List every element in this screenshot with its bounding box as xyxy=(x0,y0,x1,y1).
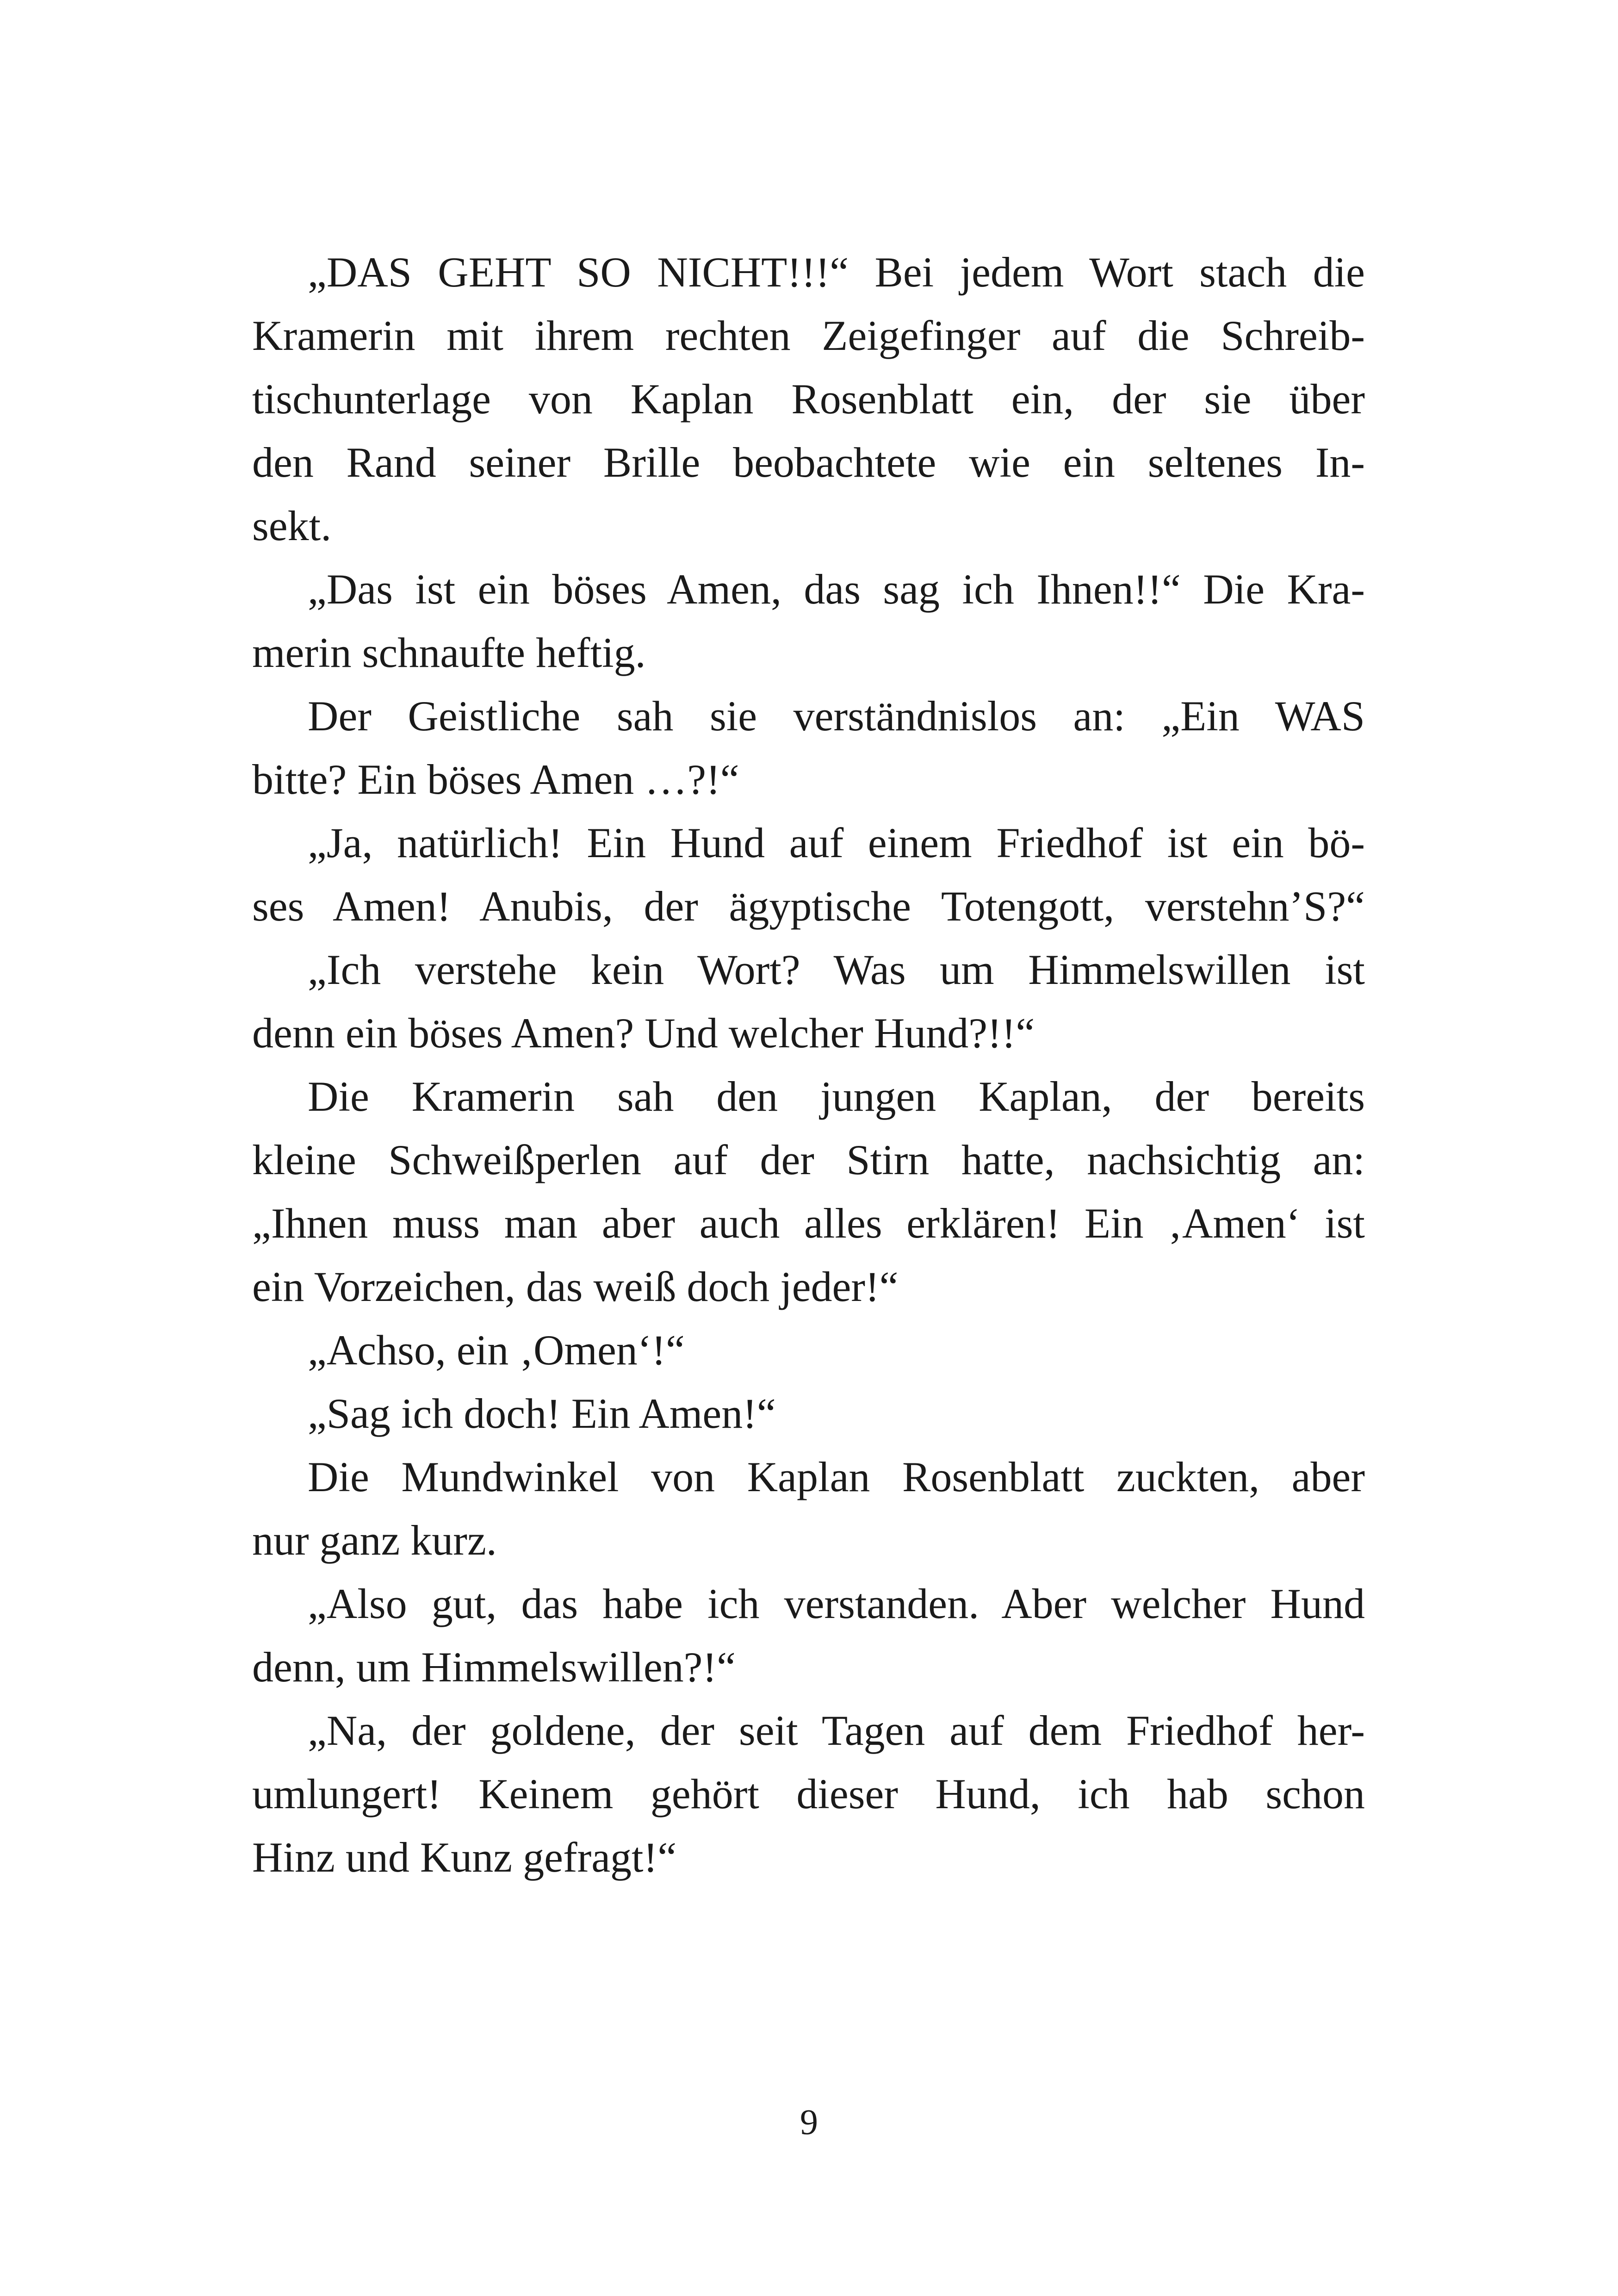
text-line: Kramerin mit ihrem rechten Zeigefinger auf die Schreib- xyxy=(252,312,1365,359)
text-line: „Also gut, das habe ich verstanden. Aber welcher Hund xyxy=(308,1580,1365,1627)
text-line: Der Geistliche sah sie verständnislos an: „Ein WAS xyxy=(308,692,1365,740)
text-line: Die Kramerin sah den jungen Kaplan, der bereits xyxy=(308,1073,1365,1120)
text-line: bitte? Ein böses Amen …?!“ xyxy=(252,756,739,803)
text-line: Die Mundwinkel von Kaplan Rosenblatt zuckten, aber xyxy=(308,1453,1365,1500)
text-line: „Ja, natürlich! Ein Hund auf einem Friedhof ist ein bö- xyxy=(308,819,1365,866)
body-text xyxy=(252,241,1365,1889)
text-line: „Na, der goldene, der seit Tagen auf dem Friedhof her- xyxy=(308,1707,1365,1754)
text-line: merin schnaufte heftig. xyxy=(252,629,646,676)
text-line: „Sag ich doch! Ein Amen!“ xyxy=(308,1390,776,1437)
text-line: Hinz und Kunz gefragt!“ xyxy=(252,1834,677,1881)
text-line: sekt. xyxy=(252,502,332,549)
text-line: „Ihnen muss man aber auch alles erklären! Ein ‚Amen‘ ist xyxy=(252,1200,1365,1247)
text-line: denn ein böses Amen? Und welcher Hund?!!“ xyxy=(252,1009,1035,1057)
text-line: ein Vorzeichen, das weiß doch jeder!“ xyxy=(252,1263,899,1310)
text-line: umlungert! Keinem gehört dieser Hund, ich hab schon xyxy=(252,1770,1365,1817)
text-line: den Rand seiner Brille beobachtete wie ein seltenes In- xyxy=(252,439,1365,486)
text-line: nur ganz kurz. xyxy=(252,1517,497,1564)
text-line: denn, um Himmelswillen?!“ xyxy=(252,1643,736,1691)
text-line: „DAS GEHT SO NICHT!!!“ Bei jedem Wort stach die xyxy=(308,249,1365,296)
text-line: tischunterlage von Kaplan Rosenblatt ein, der sie über xyxy=(252,375,1365,423)
page-number: 9 xyxy=(800,2102,818,2142)
text-line: kleine Schweißperlen auf der Stirn hatte, nachsichtig an: xyxy=(252,1136,1365,1183)
text-line: „Ich verstehe kein Wort? Was um Himmelswillen ist xyxy=(308,946,1365,993)
text-line: „Achso, ein ‚Omen‘!“ xyxy=(308,1326,685,1374)
text-line: ses Amen! Anubis, der ägyptische Totengott, verstehn’S?“ xyxy=(252,883,1365,930)
text-line: „Das ist ein böses Amen, das sag ich Ihnen!!“ Die Kra- xyxy=(308,566,1365,613)
